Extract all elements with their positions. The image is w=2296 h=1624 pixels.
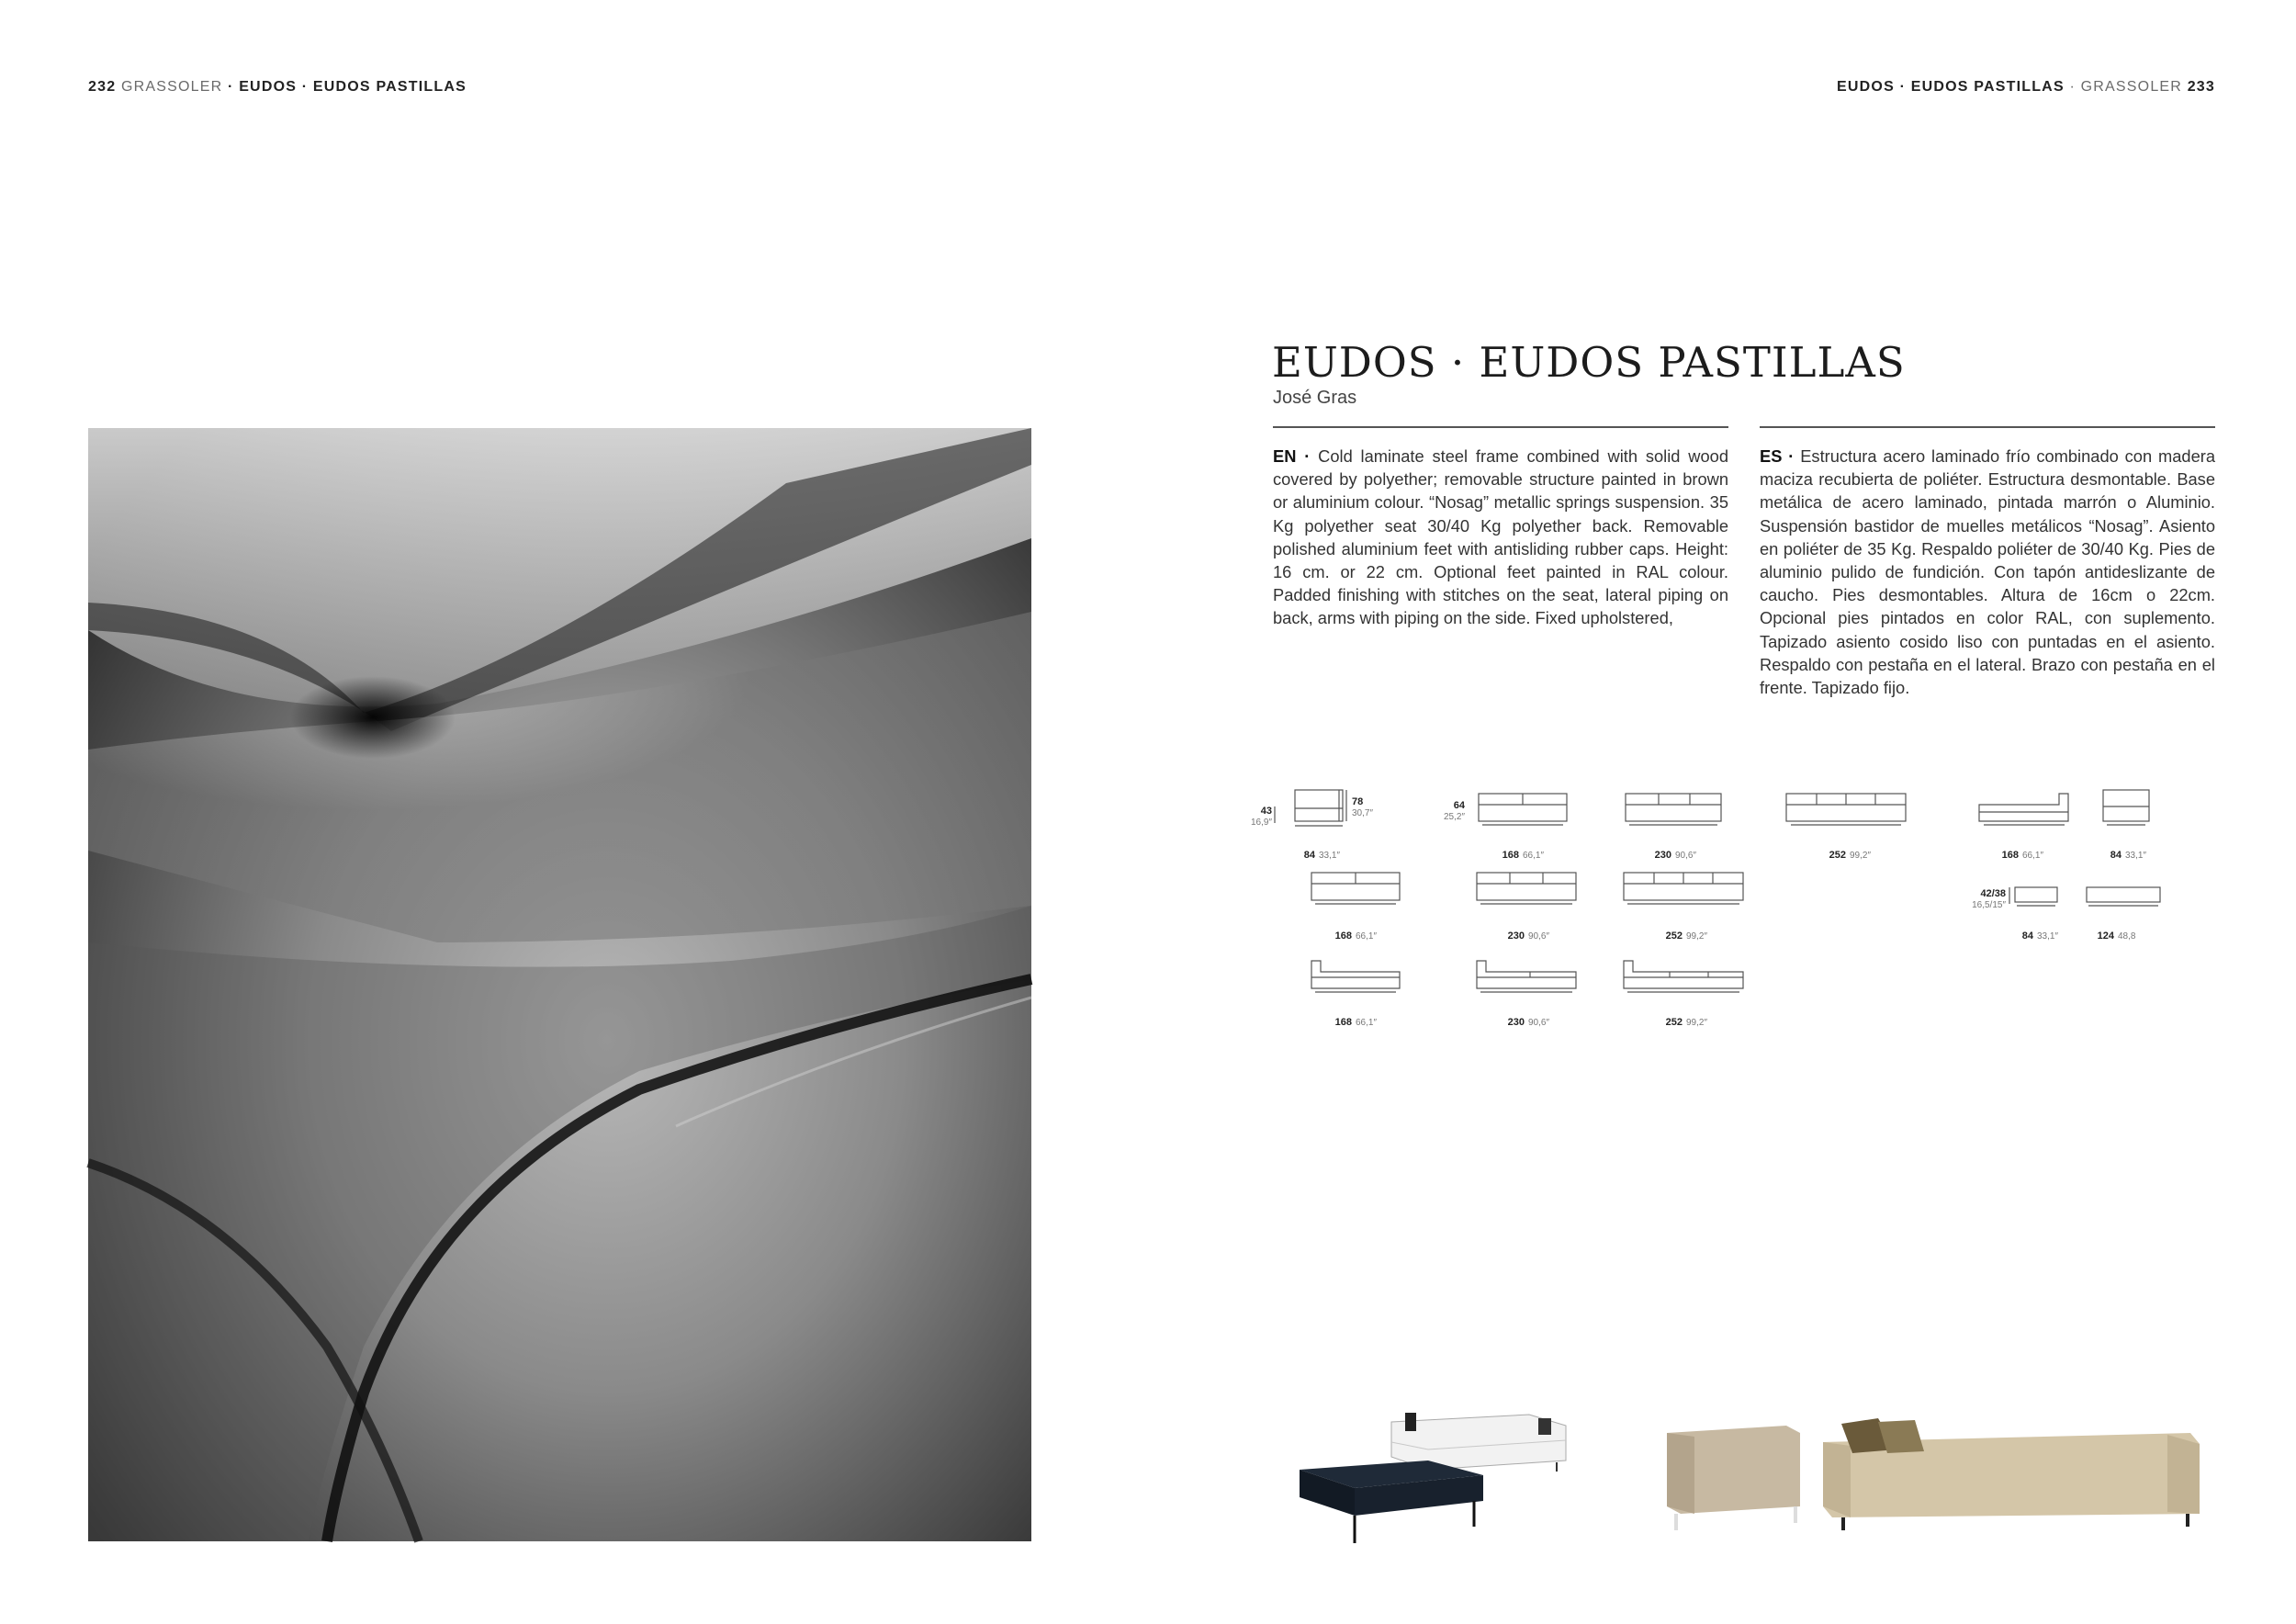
chaise-168-w: 168 bbox=[2001, 850, 2019, 861]
pouf-124-w: 124 bbox=[2097, 930, 2114, 942]
module-84-w-in: 33,1″ bbox=[2125, 851, 2147, 861]
sofa-230-row2-w-in: 90,6″ bbox=[1528, 931, 1550, 942]
lang-tag-es: ES · bbox=[1760, 446, 1795, 466]
description-es-text: Estructura acero laminado frío combinado con madera maciza recubierta de poliéter. Estructura desmontable. Base metálica de acero laminado, pintada marrón o Aluminio. Suspensión bastidor de muelles metálicos “Nosag”. Asiento en poliéter de 35 Kg. Respaldo poliéter de 30/40 Kg. Pies de aluminio pulido de fundición. Con tapón antideslizante de caucho. Pies desmontables. Altura de 16cm o 22cm. Opcional pies pintados en color RAL, con suplemento. Tapizado asiento cosido liso con puntadas en el asiento. Respaldo con pestaña en el lateral. Brazo con pestaña en el frente. Tapizado fijo. bbox=[1760, 446, 2215, 698]
sofa-168-row3 bbox=[1311, 961, 1400, 1028]
armchair-seat-h: 43 bbox=[1260, 806, 1272, 817]
sofa-168-row2 bbox=[1311, 873, 1400, 942]
brand-right: GRASSOLER bbox=[2080, 79, 2183, 95]
sofa-168-back-h-in: 25,2″ bbox=[1443, 812, 1465, 822]
description-en-text: Cold laminate steel frame combined with solid wood covered by polyether; removable structure painted in brown or aluminium colour. “Nosag” metallic springs suspension. 35 Kg polyether seat 30/40 Kg polyether back. Removable polished aluminium feet with antisliding rubber caps. Height: 16 cm. or 22 cm. Optional feet painted in RAL colour. Padded finishing with stitches on the seat, lateral piping on back, arms with piping on the side. Fixed upholstered, bbox=[1273, 446, 1728, 628]
armchair-w: 84 bbox=[1303, 850, 1315, 861]
white-sofa-with-pouf-photo bbox=[1300, 1413, 1566, 1543]
pouf-h-in: 16,5/15″ bbox=[1972, 900, 2006, 910]
product-title: EUDOS · EUDOS PASTILLAS bbox=[1272, 338, 1906, 387]
pouf-diagrams bbox=[1972, 887, 2160, 942]
lang-tag-en: EN · bbox=[1273, 446, 1311, 466]
sofa-168-back-h: 64 bbox=[1453, 800, 1465, 811]
pouf-124-w-in: 48,8 bbox=[2118, 931, 2136, 942]
header-title-right: EUDOS · EUDOS PASTILLAS bbox=[1837, 79, 2065, 95]
divider-en bbox=[1273, 426, 1728, 428]
sofa-252-row3-w: 252 bbox=[1665, 1017, 1683, 1028]
page-number-left: 232 bbox=[88, 79, 117, 95]
sofa-230-row3-w: 230 bbox=[1507, 1017, 1525, 1028]
dimension-diagrams bbox=[1250, 781, 2232, 1038]
sofa-168-w-in: 66,1″ bbox=[1523, 851, 1545, 861]
pouf-h: 42/38 bbox=[1980, 888, 2006, 899]
sofa-168-row3-w-in: 66,1″ bbox=[1356, 1018, 1378, 1028]
sofa-230-row2 bbox=[1477, 873, 1576, 942]
armchair-seat-h-in: 16,9″ bbox=[1250, 818, 1272, 828]
armchair-diagram bbox=[1251, 790, 1373, 861]
sofa-252-w: 252 bbox=[1829, 850, 1846, 861]
module-84-row1 bbox=[2103, 790, 2149, 861]
pouf-84-w: 84 bbox=[2021, 930, 2033, 942]
module-84-w: 84 bbox=[2110, 850, 2122, 861]
leather-closeup-photo bbox=[88, 428, 1031, 1541]
sofa-168-row3-w: 168 bbox=[1334, 1017, 1352, 1028]
chaise-168-row1 bbox=[1979, 794, 2068, 861]
sofa-252-row3-w-in: 99,2″ bbox=[1686, 1018, 1708, 1028]
sofa-168-row2-w-in: 66,1″ bbox=[1356, 931, 1378, 942]
chaise-168-w-in: 66,1″ bbox=[2022, 851, 2044, 861]
header-title-left: EUDOS · EUDOS PASTILLAS bbox=[239, 79, 467, 95]
armchair-w-in: 33,1″ bbox=[1319, 851, 1341, 861]
brand-left: GRASSOLER bbox=[120, 79, 223, 95]
sofa-252-w-in: 99,2″ bbox=[1850, 851, 1872, 861]
armchair-h-in: 30,7″ bbox=[1352, 808, 1374, 818]
sofa-168-w: 168 bbox=[1502, 850, 1519, 861]
sofa-252-row2-w: 252 bbox=[1665, 930, 1683, 942]
sofa-230-w: 230 bbox=[1654, 850, 1671, 861]
sofa-230-row3-w-in: 90,6″ bbox=[1528, 1018, 1550, 1028]
sofa-252-row2-w-in: 99,2″ bbox=[1686, 931, 1708, 942]
product-photos-svg bbox=[1290, 1405, 2209, 1552]
sofa-252-row3 bbox=[1624, 961, 1743, 1028]
product-photos bbox=[1290, 1405, 2209, 1552]
header-right bbox=[1837, 79, 2215, 96]
sofa-230-row3 bbox=[1477, 961, 1576, 1028]
sofa-252-row1 bbox=[1786, 794, 1906, 861]
beige-sofa-photo bbox=[1823, 1418, 2200, 1530]
divider-es bbox=[1760, 426, 2215, 428]
dimension-diagrams-svg bbox=[1250, 781, 2232, 1038]
sofa-168-row1 bbox=[1444, 794, 1567, 861]
sofa-230-row1 bbox=[1626, 794, 1721, 861]
description-en bbox=[1273, 445, 1728, 630]
sofa-230-row2-w: 230 bbox=[1507, 930, 1525, 942]
header-left bbox=[88, 79, 467, 96]
sofa-168-row2-w: 168 bbox=[1334, 930, 1352, 942]
beige-armchair-photo bbox=[1667, 1426, 1800, 1530]
pouf-84-w-in: 33,1″ bbox=[2037, 931, 2059, 942]
sofa-252-row2 bbox=[1624, 873, 1743, 942]
header-sep-left: · bbox=[228, 79, 234, 95]
description-es bbox=[1760, 445, 2215, 699]
leather-closeup-image bbox=[88, 428, 1031, 1541]
armchair-h: 78 bbox=[1352, 796, 1364, 807]
page-number-right: 233 bbox=[2187, 79, 2215, 95]
designer-name: José Gras bbox=[1273, 388, 1357, 408]
header-sep-right: · bbox=[2069, 79, 2076, 95]
sofa-230-w-in: 90,6″ bbox=[1675, 851, 1697, 861]
